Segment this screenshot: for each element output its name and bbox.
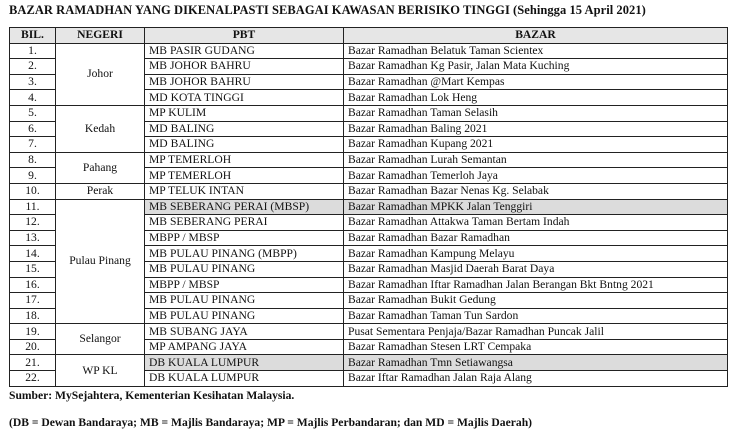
cell-bazar: Bazar Ramadhan Bukit Gedung — [344, 293, 728, 309]
cell-bazar: Bazar Iftar Ramadhan Jalan Raja Alang — [344, 371, 728, 387]
cell-pbt: MD BALING — [145, 137, 344, 153]
cell-bil: 17. — [10, 293, 56, 309]
cell-bazar: Bazar Ramadhan Lok Heng — [344, 90, 728, 106]
table-row — [10, 105, 728, 121]
cell-bil: 20. — [10, 339, 56, 355]
cell-bazar: Bazar Ramadhan Kupang 2021 — [344, 137, 728, 153]
cell-bazar: Bazar Ramadhan Attakwa Taman Bertam Indah — [344, 215, 728, 231]
table-row — [10, 199, 728, 215]
cell-negeri-wp-kl: WP KL — [56, 355, 145, 386]
cell-bil: 12. — [10, 215, 56, 231]
cell-bazar: Bazar Ramadhan Taman Tun Sardon — [344, 308, 728, 324]
abbreviation-legend: (DB = Dewan Bandaraya; MB = Majlis Bandaraya; MP = Majlis Perbandaran; dan MD = Majlis Daerah) — [9, 416, 533, 429]
cell-bil: 10. — [10, 183, 56, 199]
cell-pbt: MB PULAU PINANG — [145, 293, 344, 309]
source-note: Sumber: MySejahtera, Kementerian Kesihatan Malaysia. — [9, 389, 295, 402]
cell-negeri-pahang: Pahang — [56, 152, 145, 183]
header-bil: BIL. — [10, 28, 56, 44]
cell-pbt: MB SEBERANG PERAI (MBSP) — [145, 199, 344, 215]
table-row — [10, 152, 728, 168]
cell-bil: 18. — [10, 308, 56, 324]
cell-bil: 21. — [10, 355, 56, 371]
cell-pbt: MB PULAU PINANG — [145, 261, 344, 277]
cell-pbt: MP KULIM — [145, 105, 344, 121]
cell-bil: 22. — [10, 371, 56, 387]
cell-bil: 4. — [10, 90, 56, 106]
cell-bil: 6. — [10, 121, 56, 137]
cell-bil: 8. — [10, 152, 56, 168]
cell-pbt: MBPP / MBSP — [145, 277, 344, 293]
table-row — [10, 355, 728, 371]
cell-pbt: MB PULAU PINANG — [145, 308, 344, 324]
cell-bazar: Bazar Ramadhan Masjid Daerah Barat Daya — [344, 261, 728, 277]
bazar-table — [9, 27, 728, 387]
cell-pbt: MB SEBERANG PERAI — [145, 215, 344, 231]
cell-negeri-pulau-pinang: Pulau Pinang — [56, 199, 145, 324]
cell-pbt: DB KUALA LUMPUR — [145, 355, 344, 371]
cell-pbt: MD KOTA TINGGI — [145, 90, 344, 106]
cell-bil: 19. — [10, 324, 56, 340]
cell-bazar: Bazar Ramadhan Baling 2021 — [344, 121, 728, 137]
cell-bil: 7. — [10, 137, 56, 153]
cell-bazar: Bazar Ramadhan Temerloh Jaya — [344, 168, 728, 184]
cell-pbt: MP TEMERLOH — [145, 168, 344, 184]
cell-pbt: MP TEMERLOH — [145, 152, 344, 168]
cell-bazar: Bazar Ramadhan Bazar Ramadhan — [344, 230, 728, 246]
cell-bazar: Pusat Sementara Penjaja/Bazar Ramadhan Puncak Jalil — [344, 324, 728, 340]
cell-pbt: MBPP / MBSP — [145, 230, 344, 246]
table-row — [10, 324, 728, 340]
page-title: BAZAR RAMADHAN YANG DIKENALPASTI SEBAGAI KAWASAN BERISIKO TINGGI (Sehingga 15 April 2021) — [9, 3, 646, 17]
cell-bil: 9. — [10, 168, 56, 184]
cell-pbt: MB SUBANG JAYA — [145, 324, 344, 340]
cell-bil: 15. — [10, 261, 56, 277]
cell-bazar: Bazar Ramadhan @Mart Kempas — [344, 74, 728, 90]
cell-negeri-kedah: Kedah — [56, 105, 145, 152]
cell-pbt: DB KUALA LUMPUR — [145, 371, 344, 387]
cell-bil: 11. — [10, 199, 56, 215]
cell-bil: 1. — [10, 43, 56, 59]
cell-bil: 5. — [10, 105, 56, 121]
table-row — [10, 183, 728, 199]
cell-pbt: MB PULAU PINANG (MBPP) — [145, 246, 344, 262]
cell-bil: 2. — [10, 59, 56, 75]
cell-bazar: Bazar Ramadhan Iftar Ramadhan Jalan Berangan Bkt Bntng 2021 — [344, 277, 728, 293]
cell-bil: 13. — [10, 230, 56, 246]
table-row — [10, 43, 728, 59]
cell-negeri-selangor: Selangor — [56, 324, 145, 355]
cell-bil: 14. — [10, 246, 56, 262]
cell-pbt: MD BALING — [145, 121, 344, 137]
cell-pbt: MB PASIR GUDANG — [145, 43, 344, 59]
cell-bazar: Bazar Ramadhan Kampung Melayu — [344, 246, 728, 262]
cell-negeri-perak: Perak — [56, 183, 145, 199]
header-bazar: BAZAR — [344, 28, 728, 44]
cell-pbt: MB JOHOR BAHRU — [145, 59, 344, 75]
cell-bazar: Bazar Ramadhan Belatuk Taman Scientex — [344, 43, 728, 59]
cell-bazar: Bazar Ramadhan Kg Pasir, Jalan Mata Kuching — [344, 59, 728, 75]
cell-bazar: Bazar Ramadhan Lurah Semantan — [344, 152, 728, 168]
cell-bil: 3. — [10, 74, 56, 90]
cell-bazar: Bazar Ramadhan Tmn Setiawangsa — [344, 355, 728, 371]
cell-pbt: MP TELUK INTAN — [145, 183, 344, 199]
cell-negeri-johor: Johor — [56, 43, 145, 105]
header-pbt: PBT — [145, 28, 344, 44]
header-negeri: NEGERI — [56, 28, 145, 44]
table-header-row — [10, 28, 728, 44]
cell-bazar: Bazar Ramadhan Bazar Nenas Kg. Selabak — [344, 183, 728, 199]
cell-bazar: Bazar Ramadhan Stesen LRT Cempaka — [344, 339, 728, 355]
cell-pbt: MB JOHOR BAHRU — [145, 74, 344, 90]
cell-bil: 16. — [10, 277, 56, 293]
cell-bazar: Bazar Ramadhan MPKK Jalan Tenggiri — [344, 199, 728, 215]
cell-pbt: MP AMPANG JAYA — [145, 339, 344, 355]
cell-bazar: Bazar Ramadhan Taman Selasih — [344, 105, 728, 121]
